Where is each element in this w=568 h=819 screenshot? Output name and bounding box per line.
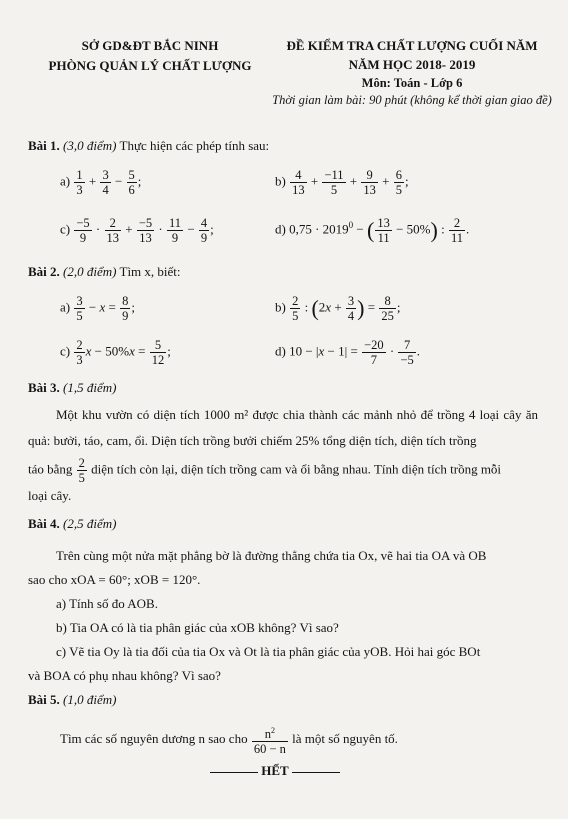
school-year: NĂM HỌC 2018- 2019 [348,57,476,72]
bai3-line-3: loại cây. [28,488,72,503]
bai3-text-a: táo bằng [28,461,73,477]
bai1-d: d) $0,75 \cdot 2019^0$ − ( $\frac{13}{11}$ − 50%) : $\frac{2}{11}$ . [275,216,470,245]
bai3-text-b: diện tích còn lại, diện tích trồng cam và ổi bằng nhau. Tính diện tích trồng mỗi [91,461,502,477]
end-text: HẾT [261,763,289,778]
bai4-a: a) Tính số đo AOB. [56,596,158,611]
bai3-heading [28,380,116,396]
bai2-d: d) 10 − |x − 1| = $\frac{-20}{7}$ · $\frac{7}{-5}$ . [275,338,421,367]
end-dash-left [210,772,258,773]
bai1-b: b) $\frac{4}{13}$ + $\frac{-11}{5}$ + $\frac{9}{13}$ + $\frac{6}{5}$ ; [275,168,409,197]
bai2-c: c) $\frac{2}{3}$ x − 50%x = $\frac{5}{12}$ ; [60,338,171,367]
office-name: PHÒNG QUẢN LÝ CHẤT LƯỢNG [48,58,252,73]
bai3-line-2: táo bằng $\frac{2}{5}$ diện tích còn lại, diện tích trồng cam và ổi bằng nhau. Tính diện tích trồng mỗi [28,456,502,485]
bai1-a: a) $\frac{1}{3}$ + $\frac{3}{4}$ − $\frac{5}{6}$ ; [60,168,142,197]
bai2-text: Tìm x, biết: [119,264,181,279]
bai1-title: Bài 1. [28,138,60,153]
bai5-heading [28,692,116,708]
end-marker [210,763,340,779]
bai2-title: Bài 2. [28,264,60,279]
bai5-title: Bài 5. [28,692,60,707]
bai2-b: b) $\frac{2}{5}$ : (2x + $\frac{3}{4}$ ) = $\frac{8}{25}$ ; [275,294,401,323]
bai1-points: (3,0 điểm) [63,138,117,153]
header-right [262,38,562,108]
bai3-title: Bài 3. [28,380,60,395]
bai4-line-1: Trên cùng một nửa mặt phẳng bờ là đường thẳng chứa tia Ox, vẽ hai tia OA và OB [56,548,487,563]
bai5-text: Tìm các số nguyên dương n sao cho $\frac{n^2}{60 - n}$ là một số nguyên tố. [60,726,398,757]
bai4-title: Bài 4. [28,516,60,531]
time-limit: Thời gian làm bài: 90 phút (không kể thời gian giao đề) [272,93,552,107]
bai3-para-1: Một khu vườn có diện tích 1000 m² được chia thành các mảnh nhỏ để trồng 4 loại cây ăn quả: bưởi, táo, cam, ổi. Diện tích trồng bưởi chiếm 25% tổng diện tích, diện tích trồng [28,407,538,448]
end-dash-right [292,772,340,773]
bai1-text: Thực hiện các phép tính sau: [119,138,270,153]
bai2-a: a) $\frac{3}{5}$ − x = $\frac{8}{9}$ ; [60,294,135,323]
bai4-c-1: c) Vẽ tia Oy là tia đối của tia Ox và Ot là tia phân giác của yOB. Hỏi hai góc BOt [56,644,481,659]
bai4-heading [28,516,116,532]
bai4-line-2: sao cho xOA = 60°; xOB = 120°. [28,572,201,587]
header-left [40,38,260,74]
bai5-points: (1,0 điểm) [63,692,117,707]
bai4-points: (2,5 điểm) [63,516,117,531]
exam-title: ĐỀ KIỂM TRA CHẤT LƯỢNG CUỐI NĂM [286,38,538,53]
bai5-text-a: Tìm các số nguyên dương n sao cho [60,731,248,747]
bai5-text-b: là một số nguyên tố. [292,731,398,747]
bai4-b: b) Tia OA có là tia phân giác của xOB không? Vì sao? [56,620,339,635]
bai1-heading [28,138,269,154]
subject: Môn: Toán - Lớp 6 [361,76,463,90]
bai2-heading [28,264,181,280]
department-name: SỞ GD&ĐT BẮC NINH [81,38,219,53]
bai1-c: c) $\frac{-5}{9}$ · $\frac{2}{13}$ + $\frac{-5}{13}$ · $\frac{11}{9}$ − $\frac{4}{9}$ ; [60,216,214,245]
bai3-points: (1,5 điểm) [63,380,117,395]
bai2-points: (2,0 điểm) [63,264,117,279]
bai4-c-2: và BOA có phụ nhau không? Vì sao? [28,668,221,683]
